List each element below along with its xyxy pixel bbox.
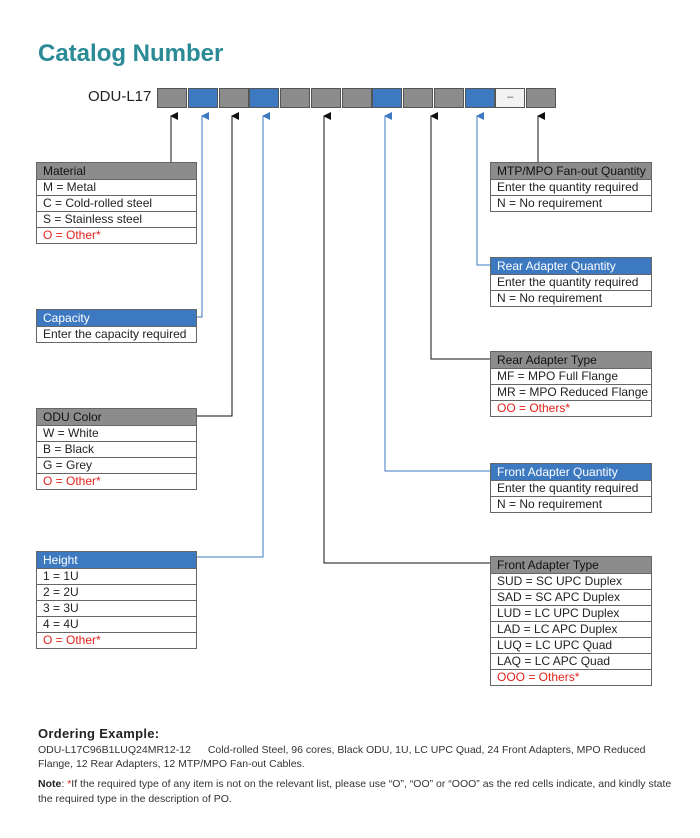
note-label: Note	[38, 778, 62, 790]
height-row: 1 = 1U	[37, 569, 196, 585]
front-adapter-type-row: SUD = SC UPC Duplex	[491, 574, 651, 590]
connector-capacity	[197, 116, 202, 317]
front-adapter-type-header: Front Adapter Type	[491, 557, 651, 574]
front-adapter-qty-row: Enter the quantity required	[491, 481, 651, 497]
front-adapter-qty-header: Front Adapter Quantity	[491, 464, 651, 481]
rear-adapter-type-row: MR = MPO Reduced Flange	[491, 385, 651, 401]
height-header: Height	[37, 552, 196, 569]
capacity-table	[36, 309, 197, 343]
rear-adapter-type-row: MF = MPO Full Flange	[491, 369, 651, 385]
front-adapter-type-row: SAD = SC APC Duplex	[491, 590, 651, 606]
connector-rear-qty	[477, 116, 490, 265]
height-row: 2 = 2U	[37, 585, 196, 601]
material-row: C = Cold-rolled steel	[37, 196, 196, 212]
note-asterisk: *	[67, 778, 72, 790]
front-adapter-qty-table	[490, 463, 652, 513]
connector-height	[197, 116, 263, 557]
odu-color-row: B = Black	[37, 442, 196, 458]
front-adapter-type-row-other: OOO = Others*	[497, 670, 580, 684]
front-adapter-type-table	[490, 556, 652, 686]
front-adapter-type-row: LAD = LC APC Duplex	[491, 622, 651, 638]
odu-color-row-other: O = Other*	[43, 474, 101, 488]
note: Note: *If the required type of any item is not on the relevant list, please use “O”, “OO” or “OOO” as the red cells indicate, and kindly state the required type in the description of PO.	[38, 778, 672, 805]
odu-color-row: W = White	[37, 426, 196, 442]
height-table	[36, 551, 197, 649]
ordering-example-description: Cold-rolled Steel, 96 cores, Black ODU, 1U, LC UPC Quad, 24 Front Adapters, MPO Reduced Flange, 12 Rear Adapters, 12 MTP/MPO Fan-out Cables.	[38, 744, 646, 770]
mtp-fanout-row: N = No requirement	[497, 196, 603, 210]
ordering-example-body	[38, 743, 678, 771]
odu-color-table	[36, 408, 197, 490]
page-title: Catalog Number	[38, 40, 224, 67]
part-number-segment: –	[495, 88, 525, 108]
connector-front-qty	[385, 116, 490, 471]
ordering-example-code: ODU-L17C96B1LUQ24MR12-12	[38, 744, 191, 756]
rear-adapter-qty-table	[490, 257, 652, 307]
material-table	[36, 162, 197, 244]
material-row: M = Metal	[37, 180, 196, 196]
height-row-other: O = Other*	[43, 633, 101, 647]
height-row: 4 = 4U	[37, 617, 196, 633]
odu-color-row: G = Grey	[37, 458, 196, 474]
odu-color-header: ODU Color	[37, 409, 196, 426]
material-row: S = Stainless steel	[37, 212, 196, 228]
rear-adapter-type-header: Rear Adapter Type	[491, 352, 651, 369]
mtp-fanout-header: MTP/MPO Fan-out Quantity	[491, 163, 651, 180]
rear-adapter-qty-header: Rear Adapter Quantity	[491, 258, 651, 275]
front-adapter-qty-row: N = No requirement	[497, 497, 603, 511]
connector-front-type	[324, 116, 490, 563]
front-adapter-type-row: LUQ = LC UPC Quad	[491, 638, 651, 654]
capacity-row: Enter the capacity required	[43, 327, 187, 341]
mtp-fanout-table	[490, 162, 652, 212]
material-row-other: O = Other*	[43, 228, 101, 242]
part-number-prefix: ODU-L17	[88, 88, 152, 105]
mtp-fanout-row: Enter the quantity required	[491, 180, 651, 196]
height-row: 3 = 3U	[37, 601, 196, 617]
note-text: If the required type of any item is not on the relevant list, please use “O”, “OO” or “OOO” as the red cells indicate, and kindly state the required type in the description of PO.	[38, 778, 672, 805]
front-adapter-type-row: LUD = LC UPC Duplex	[491, 606, 651, 622]
ordering-example-heading: Ordering Example:	[38, 726, 160, 741]
capacity-header: Capacity	[37, 310, 196, 327]
rear-adapter-qty-row: N = No requirement	[497, 291, 603, 305]
material-header: Material	[37, 163, 196, 180]
rear-adapter-qty-row: Enter the quantity required	[491, 275, 651, 291]
connector-rear-type	[431, 116, 490, 359]
rear-adapter-type-table	[490, 351, 652, 417]
front-adapter-type-row: LAQ = LC APC Quad	[491, 654, 651, 670]
rear-adapter-type-row-other: OO = Others*	[497, 401, 571, 415]
